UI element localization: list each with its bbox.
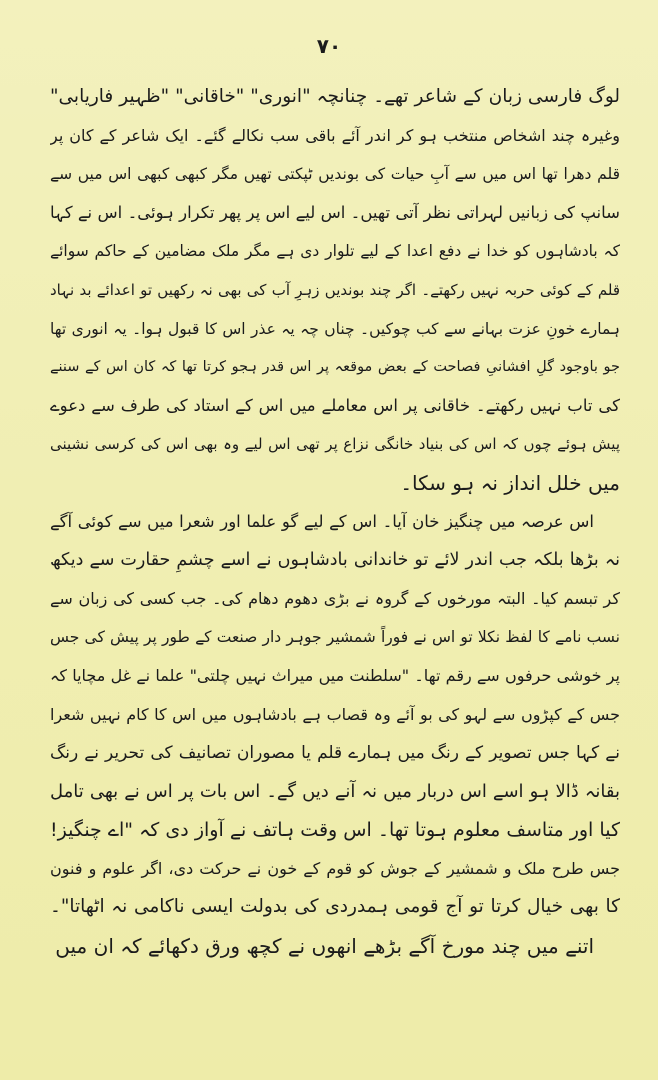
text-line-9: کی تاب نہیں رکھتے۔ خاقانی پر اس معاملے میں اس کے استاد کی طرف سے دعوے	[50, 395, 620, 415]
text-line-22: کا بھی خیال کرتا تو آج قومی ہمدردی کی بدولت ایسی ناکامی نہ اٹھاتا"۔	[50, 896, 620, 918]
text-line-13: نہ بڑھا بلکہ جب اندر لائے تو خاندانی بادشاہوں نے اسے چشمِ حقارت سے دیکھ	[50, 550, 620, 571]
text-line-7: ہمارے خونِ عزت بہانے سے کب چوکیں۔ چناں چہ یہ عذر اس کا قبول ہوا۔ یہ انوری تھا	[50, 319, 620, 338]
text-line-10: پیش ہوئے چوں کہ اس کی بنیاد خانگی نزاع پر تھی اس لیے وہ بھی اس کی کرسی نشینی	[50, 435, 620, 454]
text-line-16: پر خوشی حرفوں سے رقم تھا۔ "سلطنت میں میراث نہیں چلتی" علما نے غل مچایا کہ	[50, 665, 620, 685]
text-line-1-start: لوگ فارسی زبان کے شاعر تھے۔ چنانچہ	[310, 86, 620, 107]
text-line-3: قلم دھرا تھا اس میں سے آبِ حیات کی بوندیں ٹپکتی تھیں مگر کبھی کبھی اس میں سے	[50, 165, 620, 184]
text-line-20: کیا اور متاسف معلوم ہوتا تھا۔ اس وقت ہاتف نے آواز دی کہ "اے چنگیز!	[50, 819, 620, 842]
text-line-23: اتنے میں چند مورخ آگے بڑھے انھوں نے کچھ ورق دکھائے کہ ان میں	[55, 934, 594, 959]
text-line-14: کر تبسم کیا۔ البتہ مورخوں کے گروہ نے بڑی دھوم دھام کی۔ جب کسی کی زبان سے	[50, 588, 620, 608]
text-line-17: جس کے کپڑوں سے لہو کی بو آئے وہ قصاب ہے بادشاہوں میں اس کا کام نہیں شعرا	[50, 704, 620, 724]
text-line-8: جو باوجود گلِ افشانیِ فصاحت کے بعض موقعہ پر اس قدر ہجو کرتا تھا کہ کان اس کے سننے	[50, 359, 620, 376]
text-line-19: بقانہ ڈالا ہو اسے اس دربار میں نہ آنے دیں گے۔ اس بات پر اس نے بھی تامل	[50, 780, 620, 802]
text-line-5: کہ بادشاہوں کو خدا نے دفع اعدا کے لیے تلوار دی ہے مگر ملک مضامین کے حاکم سوائے	[50, 242, 620, 261]
text-line-18: نے کہا جس تصویر کے رنگ میں ہمارے قلم یا مصوران تصانیف کی تحریر نے رنگ	[50, 743, 620, 764]
text-line-21: جس طرح ملک و شمشیر کے جوش کو قوم کے خون نے حرکت دی، اگر علوم و فنون	[50, 858, 620, 878]
text-line-15: نسب نامے کا لفظ نکلا تو اس نے فوراً شمشیر جوہر دار صنعت کے طور پر پیش کی جس	[50, 628, 620, 647]
text-line-1-names: "انوری" "خاقانی" "ظہیر فاریابی"	[50, 86, 311, 107]
text-line-6: قلم کے کوئی حربہ نہیں رکھتے۔ اگر چند بوندیں زہرِ آب کی بھی نہ رکھیں تو اعدائے بد نہاد	[50, 280, 620, 299]
text-line-2: وغیرہ چند اشخاص منتخب ہو کر اندر آئے باقی سب نکالے گئے۔ ایک شاعر کے کان پر	[50, 125, 620, 145]
text-line-12: اس عرصہ میں چنگیز خان آیا۔ اس کے لیے گو علما اور شعرا میں سے کوئی آگے	[50, 511, 594, 531]
body-text	[50, 78, 620, 966]
page-number: ۷۰	[316, 34, 342, 58]
text-line-4: سانپ کی زبانیں لہراتی نظر آتی تھیں۔ اس لیے اس پر پھر تکرار ہوئی۔ اس نے کہا	[50, 202, 620, 222]
text-line-11: میں خلل انداز نہ ہو سکا۔	[400, 470, 620, 495]
text-line-1	[50, 78, 620, 117]
